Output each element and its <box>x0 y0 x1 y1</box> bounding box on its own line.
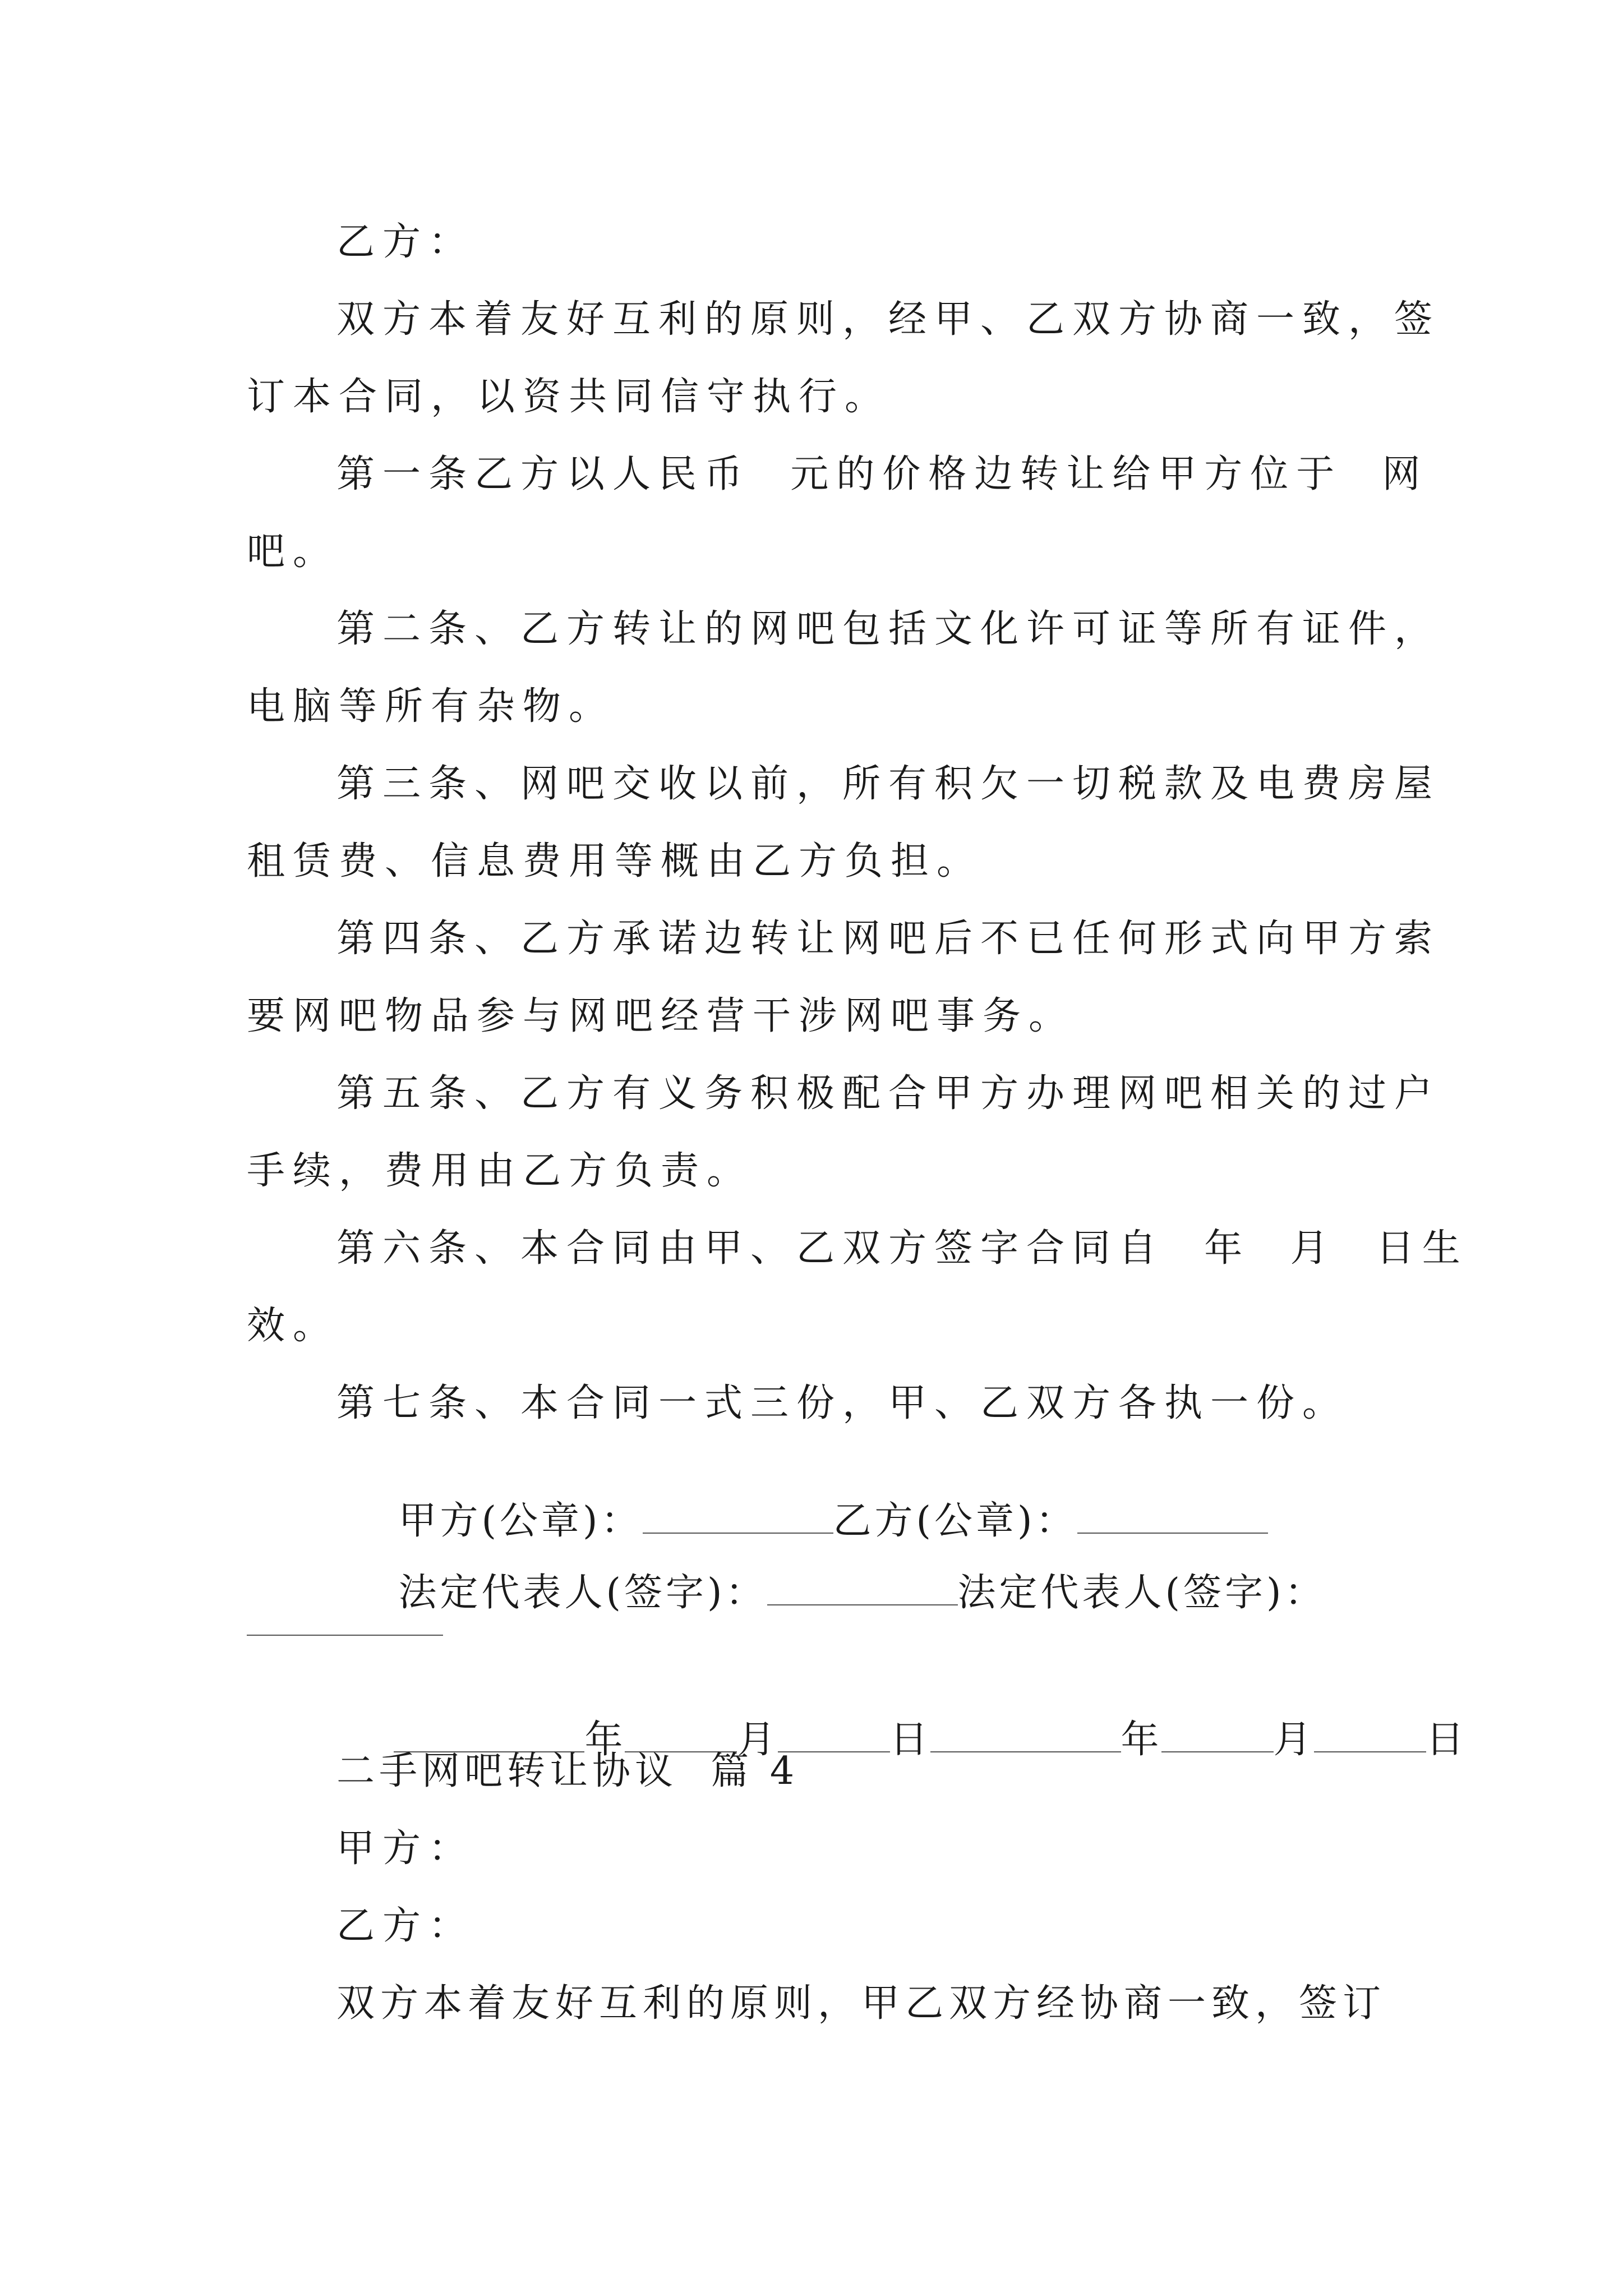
article-5-line-1: 第五条、乙方有义务积极配合甲方办理网吧相关的过户 <box>336 1071 1441 1116</box>
article-7-line: 第七条、本合同一式三份，甲、乙双方各执一份。 <box>336 1381 1349 1425</box>
article-2-line-2: 电脑等所有杂物。 <box>247 684 615 729</box>
date-a-day-label: 日 <box>889 1718 930 1762</box>
article-6-line-1: 第六条、本合同由甲、乙双方签字合同自 年 月 日生 <box>336 1226 1468 1271</box>
party-a-seal-label: 甲方(公章)： <box>398 1499 643 1543</box>
date-a-year-blank[interactable] <box>394 1717 584 1752</box>
article-3-line-1: 第三条、网吧交收以前，所有积欠一切税款及电费房屋 <box>336 762 1441 806</box>
date-b-month-blank[interactable] <box>1161 1717 1274 1752</box>
date-a-day-blank[interactable] <box>778 1717 890 1752</box>
article-1-line-1: 第一条乙方以人民币 元的价格边转让给甲方位于 网 <box>336 452 1428 496</box>
representative-row <box>336 1525 1326 1660</box>
date-a-year-label: 年 <box>584 1718 625 1762</box>
section-title: 二手网吧转让协议 篇 4 <box>336 1749 799 1793</box>
date-b-year-label: 年 <box>1121 1718 1161 1762</box>
date-b-month-label: 月 <box>1273 1718 1314 1762</box>
date-b-year-blank[interactable] <box>930 1717 1121 1752</box>
preamble-line-2: 订本合同，以资共同信守执行。 <box>247 375 891 419</box>
article-5-line-2: 手续，费用由乙方负责。 <box>247 1149 753 1193</box>
date-a-month-label: 月 <box>737 1718 778 1762</box>
party-a-rep-label: 法定代表人(签字)： <box>398 1571 767 1615</box>
article-4-line-2: 要网吧物品参与网吧经营干涉网吧事务。 <box>247 994 1075 1038</box>
article-6-line-2: 效。 <box>247 1304 339 1348</box>
preamble-2-line-1: 双方本着友好互利的原则，甲乙双方经协商一致，签订 <box>336 1981 1387 2026</box>
party-b-rep-blank[interactable] <box>247 1635 443 1636</box>
date-b-day-label: 日 <box>1426 1718 1467 1762</box>
date-a-month-blank[interactable] <box>625 1717 737 1752</box>
party-b-heading-2: 乙方： <box>336 1904 475 1948</box>
party-a-heading: 甲方： <box>336 1826 475 1871</box>
article-3-line-2: 租赁费、信息费用等概由乙方负担。 <box>247 839 983 884</box>
article-1-line-2: 吧。 <box>247 530 339 574</box>
party-b-seal-label: 乙方(公章)： <box>833 1499 1077 1543</box>
party-a-rep-blank[interactable] <box>767 1570 958 1605</box>
preamble-line-1: 双方本着友好互利的原则，经甲、乙双方协商一致，签 <box>336 297 1441 342</box>
party-b-rep-label: 法定代表人(签字)： <box>957 1571 1326 1615</box>
article-2-line-1: 第二条、乙方转让的网吧包括文化许可证等所有证件， <box>336 607 1441 651</box>
party-b-heading: 乙方： <box>336 220 475 264</box>
article-4-line-1: 第四条、乙方承诺边转让网吧后不已任何形式向甲方索 <box>336 917 1441 961</box>
date-b-day-blank[interactable] <box>1314 1717 1426 1752</box>
